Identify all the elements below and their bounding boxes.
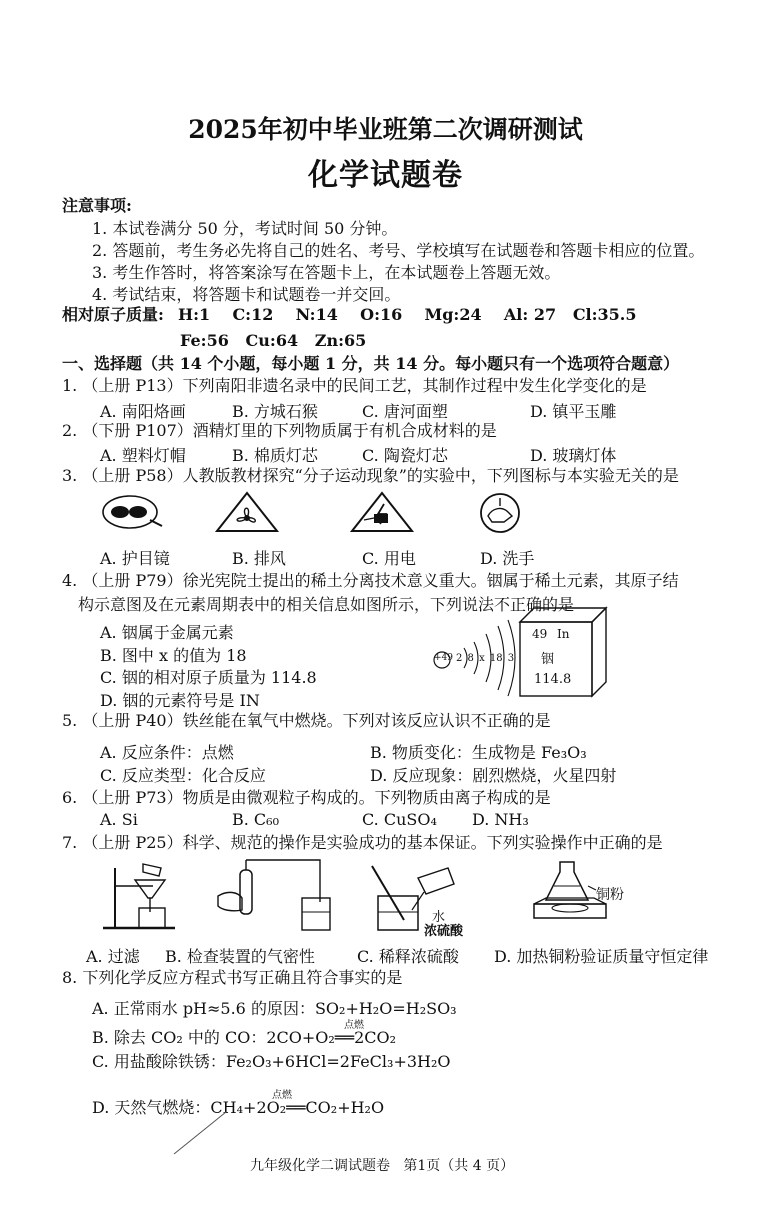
notice-heading: 注意事项: — [62, 196, 132, 215]
q4-option-a[interactable]: A. 铟属于金属元素 — [100, 623, 234, 642]
q1-option-c[interactable]: C. 唐河面塑 — [362, 402, 448, 421]
q8-option-c[interactable]: C. 用盐酸除铁锈：Fe₂O₃+6HCl=2FeCl₃+3H₂O — [92, 1052, 451, 1071]
filtration-illustration — [95, 862, 185, 932]
q4-option-b[interactable]: B. 图中 x 的值为 18 — [100, 646, 247, 665]
q5-option-d[interactable]: D. 反应现象：剧烈燃烧，火星四射 — [370, 766, 617, 785]
notice-item-3: 3. 考生作答时，将答案涂写在答题卡上，在本试题卷上答题无效。 — [92, 263, 561, 282]
label-conc-acid: 浓硫酸 — [424, 924, 464, 939]
q3-stem: 3. （上册 P58）人教版教材探究“分子运动现象”的实验中，下列图标与本实验无关的是 — [62, 466, 679, 485]
q4-stem-line1: 4. （上册 P79）徐光宪院士提出的稀土分离技术意义重大。铟属于稀土元素，其原子结 — [62, 571, 679, 590]
atomic-mass-line1: H:1 C:12 N:14 O:16 Mg:24 Al: 27 Cl:35.5 — [178, 305, 637, 324]
atomic-mass-label: 相对原子质量: — [62, 305, 164, 324]
q5-option-b[interactable]: B. 物质变化：生成物是 Fe₃O₃ — [370, 743, 587, 762]
q3-option-a[interactable]: A. 护目镜 — [100, 549, 170, 568]
q4-stem-line2: 构示意图及在元素周期表中的相关信息如图所示，下列说法不正确的是 — [78, 595, 575, 614]
q1-option-a[interactable]: A. 南阳烙画 — [100, 402, 186, 421]
element-name: 铟 — [541, 652, 555, 667]
q8-option-d[interactable]: D. 天然气燃烧：CH₄+2O₂══CO₂+H₂O — [92, 1098, 385, 1117]
q7-option-d[interactable]: D. 加热铜粉验证质量守恒定律 — [494, 947, 709, 966]
element-symbol: In — [557, 627, 570, 641]
q8-option-b[interactable]: B. 除去 CO₂ 中的 CO：2CO+O₂══2CO₂ — [92, 1028, 397, 1047]
exam-subtitle: 化学试题卷 — [308, 158, 463, 193]
label-water: 水 — [432, 910, 446, 925]
q6-option-b[interactable]: B. C₆₀ — [232, 810, 279, 829]
notice-item-4: 4. 考试结束，将答题卡和试题卷一并交回。 — [92, 285, 401, 304]
exhaust-fan-icon — [215, 490, 279, 534]
q8-stem: 8. 下列化学反应方程式书写正确且符合事实的是 — [62, 968, 403, 987]
q8-d-condition: 点燃 — [272, 1090, 292, 1101]
q7-option-b[interactable]: B. 检查装置的气密性 — [165, 947, 315, 966]
q5-stem: 5. （上册 P40）铁丝能在氧气中燃烧。下列对该反应认识不正确的是 — [62, 711, 551, 730]
q8-b-condition: 点燃 — [344, 1020, 364, 1031]
electron-shells: 2 8 x 18 3 — [456, 653, 515, 664]
q7-stem: 7. （上册 P25）科学、规范的操作是实验成功的基本保证。下列实验操作中正确的是 — [62, 833, 663, 852]
q7-option-c[interactable]: C. 稀释浓硫酸 — [357, 947, 459, 966]
atomic-mass-value: 114.8 — [534, 672, 572, 687]
section-heading: 一、选择题（共 14 个小题，每小题 1 分，共 14 分。每小题只有一个选项符合题意） — [62, 354, 680, 373]
nucleus-charge: +49 — [434, 653, 453, 663]
q3-option-b[interactable]: B. 排风 — [232, 549, 286, 568]
goggles-icon — [100, 492, 164, 532]
q6-option-c[interactable]: C. CuSO₄ — [362, 810, 437, 829]
pen-stroke-mark — [170, 1110, 230, 1156]
q1-stem: 1. （上册 P13）下列南阳非遗名录中的民间工艺，其制作过程中发生化学变化的是 — [62, 376, 647, 395]
label-copper-powder: 铜粉 — [596, 887, 624, 903]
q8-option-a[interactable]: A. 正常雨水 pH≈5.6 的原因：SO₂+H₂O=H₂SO₃ — [92, 999, 457, 1018]
q5-option-a[interactable]: A. 反应条件：点燃 — [100, 743, 234, 762]
hand-wash-icon — [478, 492, 522, 534]
q5-option-c[interactable]: C. 反应类型：化合反应 — [100, 766, 266, 785]
q6-option-d[interactable]: D. NH₃ — [472, 810, 529, 829]
page-footer: 九年级化学二调试题卷 第1页（共 4 页） — [250, 1158, 515, 1174]
q6-stem: 6. （上册 P73）物质是由微观粒子构成的。下列物质由离子构成的是 — [62, 788, 551, 807]
q7-option-a[interactable]: A. 过滤 — [86, 947, 140, 966]
q2-option-a[interactable]: A. 塑料灯帽 — [100, 446, 186, 465]
exam-title: 2025年初中毕业班第二次调研测试 — [188, 115, 583, 144]
q2-option-c[interactable]: C. 陶瓷灯芯 — [362, 446, 448, 465]
q3-option-d[interactable]: D. 洗手 — [480, 549, 535, 568]
q2-option-d[interactable]: D. 玻璃灯体 — [530, 446, 617, 465]
atomic-mass-line2: Fe:56 Cu:64 Zn:65 — [180, 331, 367, 350]
airtightness-illustration — [210, 862, 330, 934]
q2-option-b[interactable]: B. 棉质灯芯 — [232, 446, 318, 465]
q4-option-d[interactable]: D. 铟的元素符号是 IN — [100, 691, 260, 710]
notice-item-2: 2. 答题前，考生务必先将自己的姓名、考号、学校填写在试题卷和答题卡相应的位置。 — [92, 241, 705, 260]
q6-option-a[interactable]: A. Si — [100, 810, 138, 829]
q1-option-b[interactable]: B. 方城石猴 — [232, 402, 318, 421]
q1-option-d[interactable]: D. 镇平玉雕 — [530, 402, 617, 421]
q3-option-c[interactable]: C. 用电 — [362, 549, 416, 568]
q4-option-c[interactable]: C. 铟的相对原子质量为 114.8 — [100, 668, 317, 687]
notice-item-1: 1. 本试卷满分 50 分，考试时间 50 分钟。 — [92, 219, 398, 238]
electricity-icon — [350, 490, 414, 534]
q2-stem: 2. （下册 P107）酒精灯里的下列物质属于有机合成材料的是 — [62, 421, 497, 440]
atomic-number: 49 — [532, 627, 548, 641]
